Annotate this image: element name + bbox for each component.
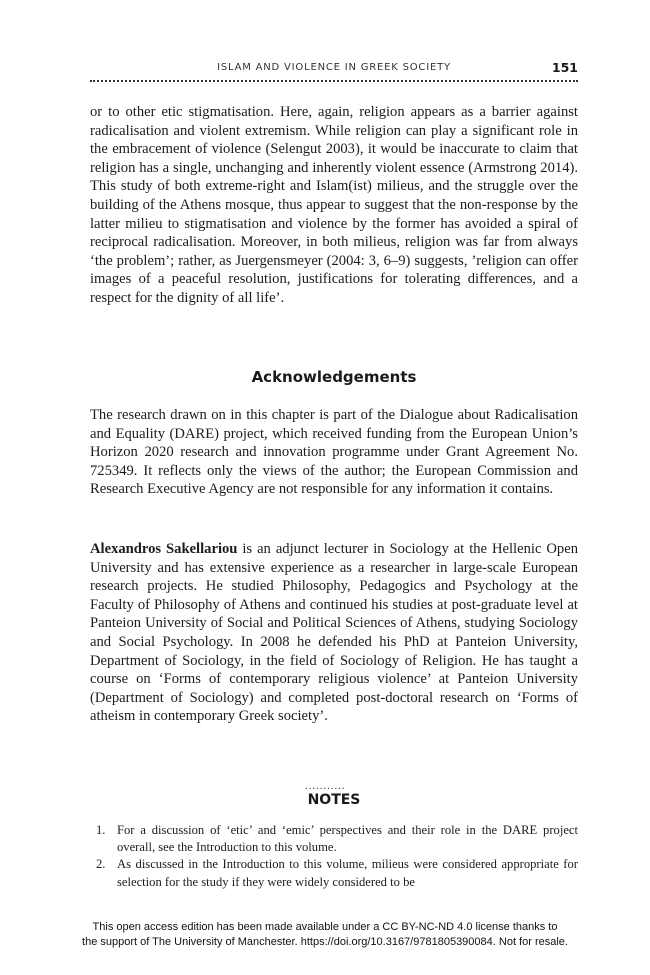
body-paragraph-1: or to other etic stigmatisation. Here, again, religion appears as a barrier against radicalisation and violent extremism. While religion can play a significant role in the embracement of violence (Selengut 2003), it would be inaccurate to claim that religion has a single, unchanging and inherently violent essence (Armstrong 2014). This study of both extreme-right and Islam(ist) milieus, and the struggle over the building of the Athens mosque, thus appear to suggest that the non-response by the latter milieu to stigmatisation and violence by the former has avoided a spiral of reciprocal radicalisation. Moreover, in both milieus, religion was far from always ‘the problem’; rather, as Juergensmeyer (2004: 3, 6–9) suggests, ’religion can offer images of a peaceful resolution, justifications for tolerating differences, and a respect for the dignity of all life’. (90, 104, 578, 306)
license-footer-line-2: the support of The University of Manchester. https://doi.org/10.3167/9781805390084. Not for resale. (82, 936, 568, 948)
note-text: For a discussion of ‘etic’ and ‘emic’ perspectives and their role in the DARE project overall, see the Introduction to this volume. (117, 823, 578, 855)
running-title: ISLAM AND VIOLENCE IN GREEK SOCIETY (217, 62, 451, 73)
license-footer-line-1: This open access edition has been made available under a CC BY-NC-ND 4.0 license thanks to (92, 921, 558, 933)
running-header (90, 61, 578, 77)
note-number: 1. (96, 823, 106, 837)
author-name: Alexandros Sakellariou (90, 541, 238, 557)
acknowledgements-heading: Acknowledgements (251, 368, 417, 386)
notes-list (90, 822, 578, 891)
note-item (90, 856, 578, 890)
notes-heading: NOTES (307, 792, 361, 808)
notes-separator: ........... (304, 781, 346, 792)
author-bio-text: is an adjunct lecturer in Sociology at the Hellenic Open University and has extensive experience as a researcher in large-scale European research projects. He studied Philosophy, Pedagogics and Psychology at the Faculty of Philosophy of Athens and continued his studies at post-graduate level at Panteion University of Social and Political Sciences of Athens, studying Sociology and Social Psychology. In 2008 he defended his PhD at Panteion University, Department of Sociology, in the field of Sociology of Religion. He has taught a course on ‘Forms of contemporary religious violence’ at Panteion University (Department of Sociology) and completed post-doctoral research on ‘Forms of atheism in contemporary Greek society’. (90, 541, 578, 725)
acknowledgements-paragraph: The research drawn on in this chapter is part of the Dialogue about Radicalisation and Equality (DARE) project, which received funding from the European Union’s Horizon 2020 research and innovation programme under Grant Agreement No. 725349. It reflects only the views of the author; the European Commission and Research Executive Agency are not responsible for any information it contains. (90, 407, 578, 498)
header-dotted-rule (90, 80, 578, 82)
author-bio-paragraph (90, 540, 578, 726)
note-text: As discussed in the Introduction to this volume, milieus were considered appropriate for selection for the study if they were widely considered to be (117, 857, 578, 889)
note-number: 2. (96, 857, 106, 872)
note-item (90, 822, 578, 856)
license-footer (0, 920, 650, 950)
page-number: 151 (551, 60, 578, 75)
